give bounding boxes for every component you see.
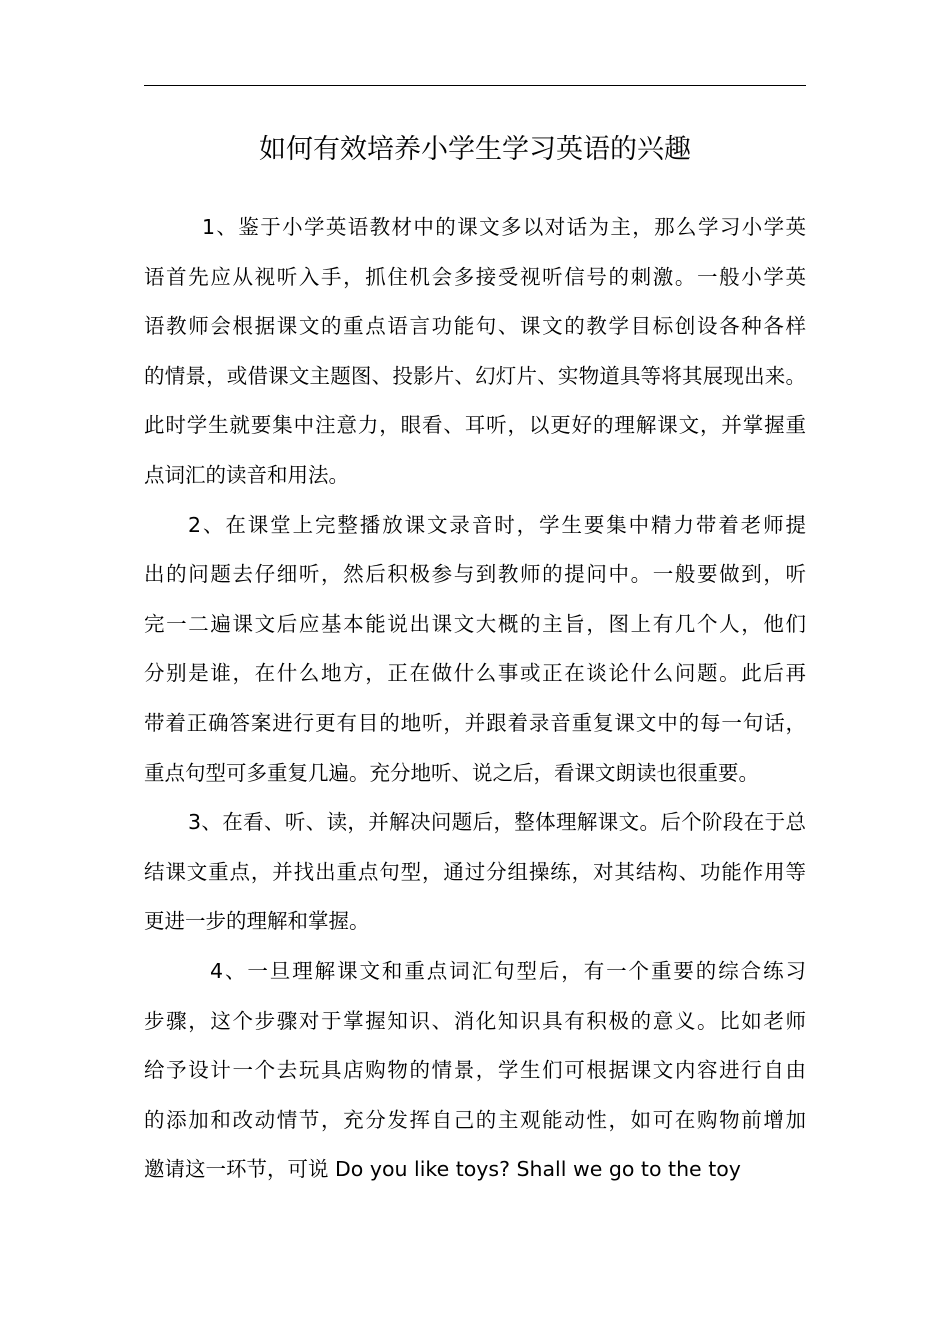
paragraph-line: 的情景，或借课文主题图、投影片、幻灯片、实物道具等将其展现出来。 [144, 363, 806, 388]
header-rule [144, 85, 806, 86]
paragraph-line: 4、一旦理解课文和重点词汇句型后，有一个重要的综合练习 [210, 958, 806, 983]
paragraph-line: 带着正确答案进行更有目的地听，并跟着录音重复课文中的每一句话， [144, 710, 806, 735]
paragraph-line: 重点句型可多重复几遍。充分地听、说之后，看课文朗读也很重要。 [144, 760, 759, 785]
document-title: 如何有效培养小学生学习英语的兴趣 [259, 134, 691, 165]
document-body [144, 203, 806, 1195]
paragraph-line: 的添加和改动情节，充分发挥自己的主观能动性，如可在购物前增加 [144, 1107, 806, 1132]
paragraph-line: 3、在看、听、读，并解决问题后，整体理解课文。后个阶段在于总 [188, 810, 806, 835]
paragraph-line: 语首先应从视听入手，抓住机会多接受视听信号的刺激。一般小学英 [144, 264, 806, 289]
paragraph-line: 2、在课堂上完整播放课文录音时，学生要集中精力带着老师提 [188, 512, 806, 537]
paragraph-line: 点词汇的读音和用法。 [144, 462, 349, 487]
paragraph-2 [144, 501, 806, 799]
paragraph-line: 步骤，这个步骤对于掌握知识、消化知识具有积极的意义。比如老师 [144, 1008, 806, 1033]
paragraph-line: 给予设计一个去玩具店购物的情景，学生们可根据课文内容进行自由 [144, 1058, 806, 1083]
paragraph-line: 结课文重点，并找出重点句型，通过分组操练，对其结构、功能作用等 [144, 859, 806, 884]
paragraph-line: 出的问题去仔细听，然后积极参与到教师的提问中。一般要做到，听 [144, 562, 806, 587]
paragraph-line: 此时学生就要集中注意力，眼看、耳听，以更好的理解课文，并掌握重 [144, 413, 806, 438]
paragraph-1 [144, 203, 806, 501]
paragraph-line: 更进一步的理解和掌握。 [144, 909, 370, 934]
paragraph-line: 邀请这一环节，可说 Do you like toys? Shall we go to the toy [144, 1157, 741, 1182]
paragraph-4 [144, 947, 806, 1195]
paragraph-line: 1、鉴于小学英语教材中的课文多以对话为主，那么学习小学英 [202, 215, 806, 239]
paragraph-line: 语教师会根据课文的重点语言功能句、课文的教学目标创设各种各样 [144, 314, 806, 339]
paragraph-line: 完一二遍课文后应基本能说出课文大概的主旨，图上有几个人，他们 [144, 611, 806, 636]
paragraph-3 [144, 798, 806, 947]
paragraph-line: 分别是谁，在什么地方，正在做什么事或正在谈论什么问题。此后再 [144, 661, 806, 686]
